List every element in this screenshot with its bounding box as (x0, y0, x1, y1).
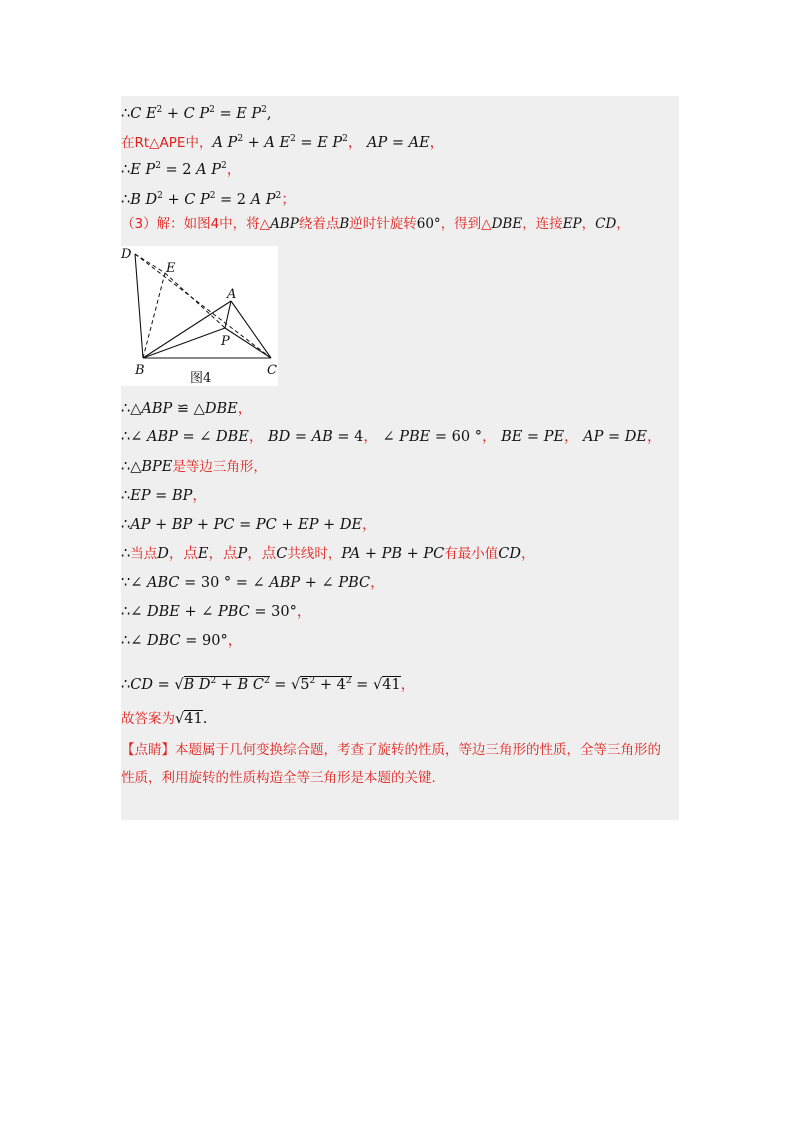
label-A: A (227, 287, 237, 302)
answer-line: 故答案为√41. (121, 711, 208, 727)
equation-line: ∴△ABP ≌ △DBE， (121, 401, 253, 417)
equation-line: ∵∠ ABC = 30 ° = ∠ ABP + ∠ PBC， (121, 575, 385, 591)
geometry-figure (121, 246, 278, 386)
equation-line: ∴EP = BP， (121, 488, 207, 504)
solution-panel (121, 96, 679, 820)
step-3-line: （3）解：如图4中，将△ABP绕着点B逆时针旋转60°，得到△DBE，连接EP，CD， (121, 216, 630, 232)
equation-line: ∴AP + BP + PC = PC + EP + DE， (121, 517, 377, 533)
label-D: D (121, 247, 132, 262)
label-B: B (135, 363, 145, 378)
label-P: P (221, 334, 230, 349)
label-C: C (267, 363, 277, 378)
label-E: E (166, 261, 176, 276)
equation-line: 在Rt△APE中，A $P^2 + A$ $E^2 = E$ $P^2$， AP = AE， (121, 134, 445, 151)
equation-line: ∴CD = √B $D^2 + B$ $C^2 = √5^2 + 4^2 = √41$， (121, 676, 416, 693)
equation-line: ∴当点D，点E，点P，点C共线时，PA + PB + PC有最小值CD， (121, 546, 536, 562)
equation-line: ∴∠ ABP = ∠ DBE， BD = AB = 4， ∠ PBE = 60 °， BE = PE， AP = DE， (121, 429, 662, 445)
figure-caption: 图4 (190, 371, 212, 386)
equation-line: ∴△BPE是等边三角形， (121, 459, 267, 475)
equation-line: ∴∠ DBC = 90°， (121, 633, 243, 649)
equation-line: ∴E $P^2 = 2$ A $P^2$， (121, 161, 242, 178)
equation-line: ∴B $D^2 + C$ $P^2 = 2$ A $P^2$； (121, 191, 296, 208)
comment-paragraph: 【点睛】本题属于几何变换综合题，考查了旋转的性质，等边三角形的性质，全等三角形的性质，利用旋转的性质构造全等三角形是本题的关键. (121, 742, 661, 786)
equation-line: ∴∠ DBE + ∠ PBC = 30°， (121, 604, 312, 620)
equation-line: ∴C $E^2 + C$ $P^2 = E$ $P^2$, (121, 105, 272, 122)
